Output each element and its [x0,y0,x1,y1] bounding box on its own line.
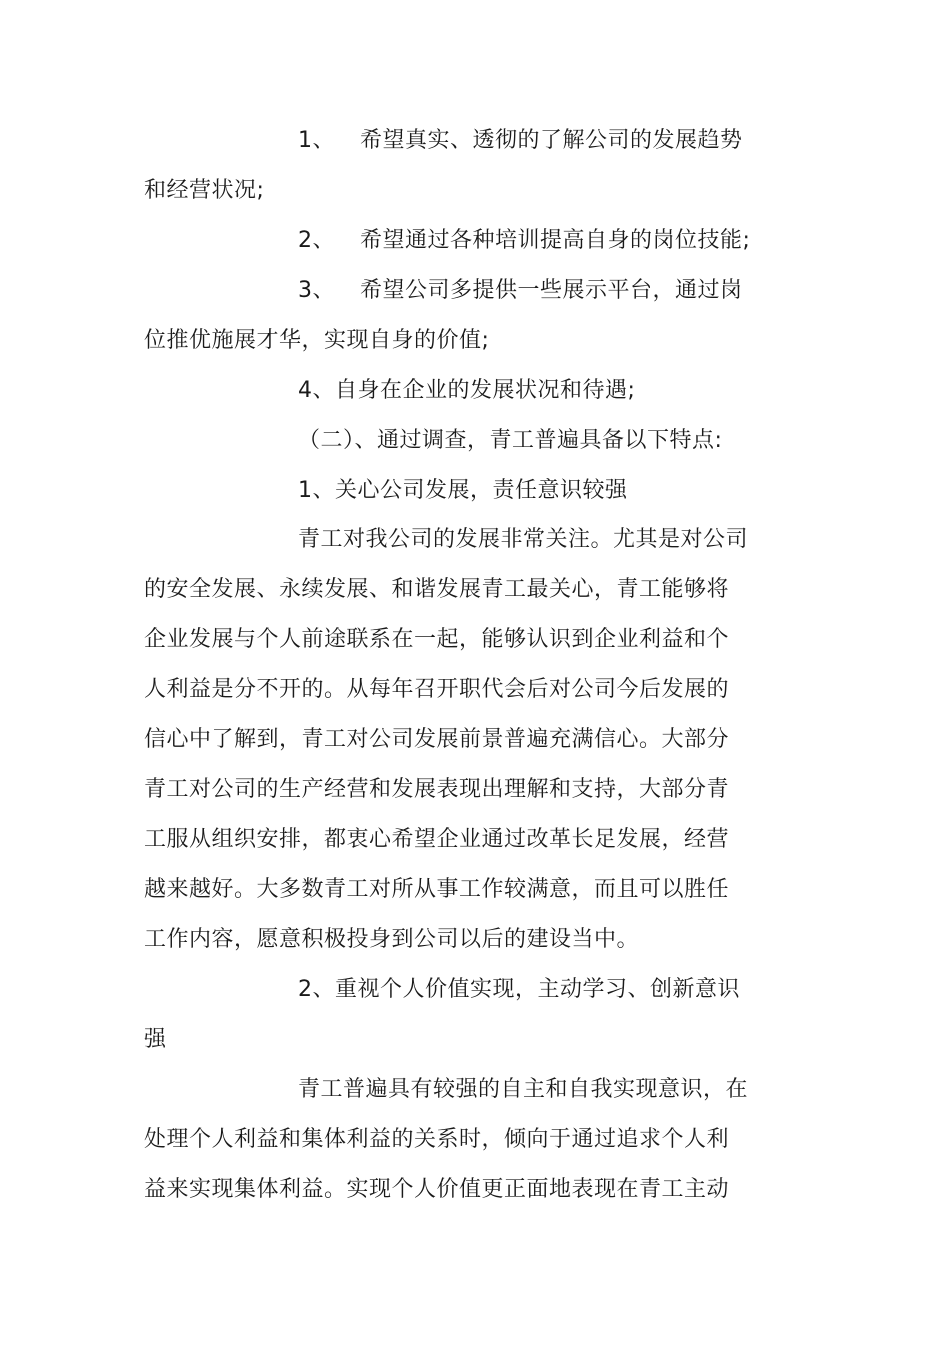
paragraph-line: 处理个人利益和集体利益的关系时，倾向于通过追求个人利 [144,1127,730,1152]
paragraph-line: 的安全发展、永续发展、和谐发展青工最关心，青工能够将 [144,577,730,602]
list-item-3 [298,276,778,306]
paragraph-line: 益来实现集体利益。实现个人价值更正面地表现在青工主动 [144,1177,730,1202]
list-text: 希望真实、透彻的了解公司的发展趋势 [360,128,743,153]
list-item-1 [298,126,778,156]
paragraph-line: 人利益是分不开的。从每年召开职代会后对公司今后发展的 [144,677,730,702]
point-1-title: 1、关心公司发展，责任意识较强 [298,478,628,503]
list-item-1-continued: 和经营状况; [144,178,265,203]
list-item-2 [298,226,778,256]
paragraph-line: 工服从组织安排，都衷心希望企业通过改革长足发展，经营 [144,827,730,852]
paragraph-line: 企业发展与个人前途联系在一起，能够认识到企业利益和个 [144,627,730,652]
paragraph-line: 青工普遍具有较强的自主和自我实现意识，在 [298,1077,749,1102]
list-item-4: 4、自身在企业的发展状况和待遇; [298,378,636,403]
paragraph-line: 信心中了解到，青工对公司发展前景普遍充满信心。大部分 [144,727,730,752]
paragraph-line: 青工对我公司的发展非常关注。尤其是对公司 [298,527,749,552]
list-item-3-continued: 位推优施展才华，实现自身的价值; [144,328,490,353]
point-2-title: 2、重视个人价值实现，主动学习、创新意识 [298,977,740,1002]
paragraph-line: 越来越好。大多数青工对所从事工作较满意，而且可以胜任 [144,877,730,902]
list-text: 希望通过各种培训提高自身的岗位技能; [360,228,751,253]
paragraph-line: 工作内容，愿意积极投身到公司以后的建设当中。 [144,927,640,952]
section-heading: （二）、通过调查，青工普遍具备以下特点: [298,428,723,453]
point-2-title-continued: 强 [144,1027,167,1052]
list-number: 1、 [298,128,335,153]
paragraph-line: 青工对公司的生产经营和发展表现出理解和支持，大部分青 [144,777,730,802]
list-number: 3、 [298,278,335,303]
list-number: 2、 [298,228,335,253]
list-text: 希望公司多提供一些展示平台，通过岗 [360,278,743,303]
